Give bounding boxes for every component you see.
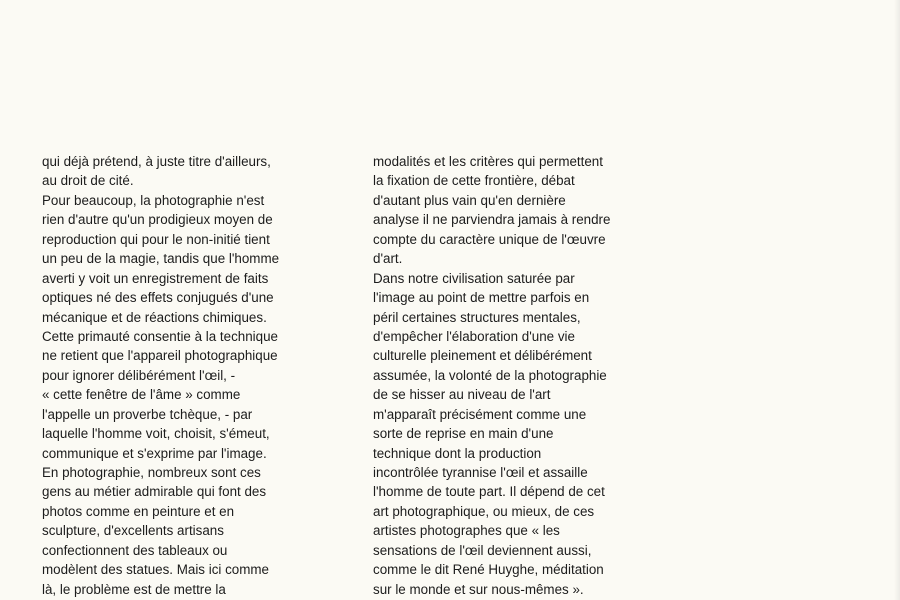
text-line: confectionnent des tableaux ou — [42, 542, 228, 558]
text-line: l'image au point de mettre parfois en — [373, 290, 590, 306]
text-line: comme le dit René Huyghe, méditation — [373, 562, 604, 578]
text-line: culturelle pleinement et délibérément — [373, 348, 592, 364]
text-line: l'homme de toute part. Il dépend de cet — [373, 484, 605, 500]
text-line: là, le problème est de mettre la — [42, 581, 226, 597]
text-line: assumée, la volonté de la photographie — [373, 367, 607, 383]
text-line: art photographique, ou mieux, de ces — [373, 503, 595, 519]
text-line: modalités et les critères qui permettent — [373, 154, 603, 169]
text-line: technique dont la production — [373, 445, 542, 461]
text-line: sur le monde et sur nous-mêmes ». — [373, 581, 584, 597]
text-line: d'art. — [373, 251, 403, 267]
text-line: de se hisser au niveau de l'art — [373, 387, 551, 403]
text-line: communique et s'exprime par l'image. — [42, 445, 267, 461]
text-line: photos comme en peinture et en — [42, 503, 235, 519]
text-line: En photographie, nombreux sont ces — [42, 465, 261, 480]
text-line: péril certaines structures mentales, — [373, 309, 581, 325]
text-line: la fixation de cette frontière, débat — [373, 173, 575, 189]
text-line: laquelle l'homme voit, choisit, s'émeut, — [42, 426, 270, 442]
text-line: modèlent des statues. Mais ici comme — [42, 562, 269, 578]
text-line: d'autant plus vain qu'en dernière — [373, 192, 566, 208]
text-line: compte du caractère unique de l'œuvre — [373, 231, 606, 247]
text-line: reproduction qui pour le non-initié tient — [42, 231, 270, 247]
text-line: rien d'autre qu'un prodigieux moyen de — [42, 212, 273, 228]
text-column-left — [42, 152, 342, 599]
page-edge — [894, 0, 900, 600]
text-line: artistes photographes que « les — [373, 523, 560, 539]
text-line: sculpture, d'excellents artisans — [42, 523, 224, 539]
text-line: gens au métier admirable qui font des — [42, 484, 267, 500]
text-line: optiques né des effets conjugués d'une — [42, 290, 274, 306]
text-line: au droit de cité. — [42, 173, 134, 189]
text-line: d'empêcher l'élaboration d'une vie — [373, 328, 575, 344]
text-line: Dans notre civilisation saturée par — [373, 270, 575, 286]
text-line: ne retient que l'appareil photographique — [42, 348, 278, 364]
text-line: l'appelle un proverbe tchèque, - par — [42, 406, 253, 422]
text-line: sorte de reprise en main d'une — [373, 426, 554, 442]
text-line: Pour beaucoup, la photographie n'est — [42, 192, 265, 208]
text-line: pour ignorer délibérément l'œil, - — [42, 367, 236, 383]
text-line: incontrôlée tyrannise l'œil et assaille — [373, 465, 588, 480]
text-line: analyse il ne parviendra jamais à rendre — [373, 212, 611, 228]
text-line: sensations de l'œil deviennent aussi, — [373, 542, 592, 558]
text-line: mécanique et de réactions chimiques. — [42, 309, 267, 325]
text-column-right — [373, 152, 673, 599]
text-line: averti y voit un enregistrement de faits — [42, 270, 269, 286]
text-line: Cette primauté consentie à la technique — [42, 328, 278, 344]
text-line: qui déjà prétend, à juste titre d'ailleurs, — [42, 154, 271, 169]
text-line: « cette fenêtre de l'âme » comme — [42, 387, 241, 403]
text-line: un peu de la magie, tandis que l'homme — [42, 251, 280, 267]
text-line: m'apparaît précisément comme une — [373, 406, 587, 422]
